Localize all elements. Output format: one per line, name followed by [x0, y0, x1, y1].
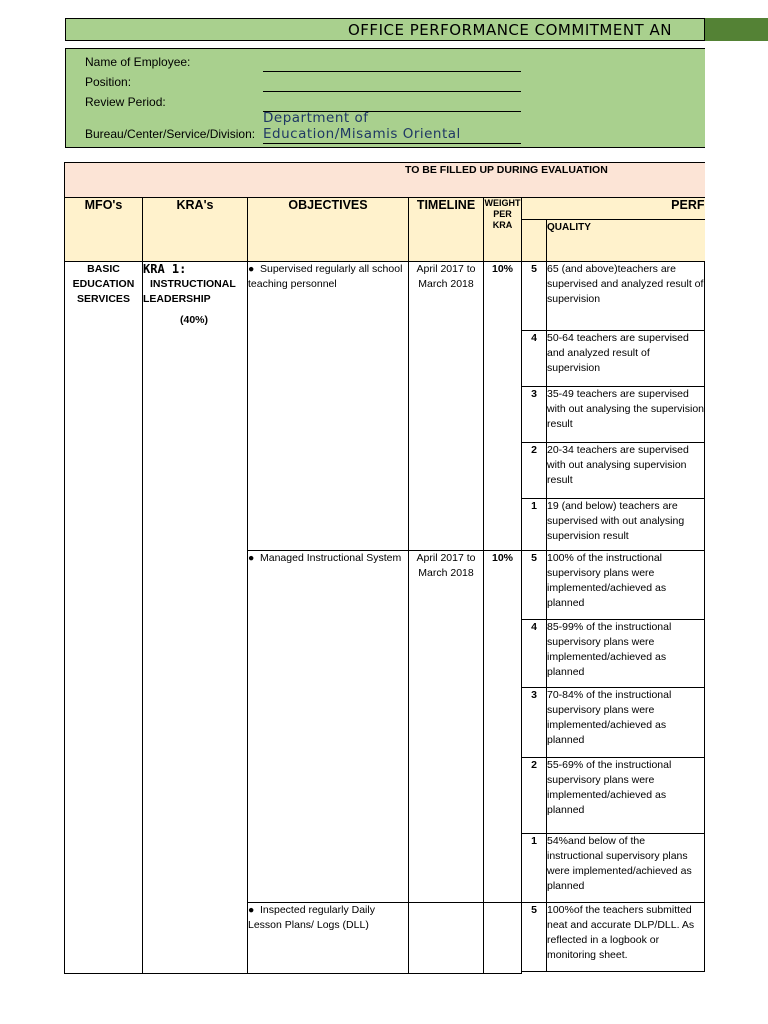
header-timeline: TIMELINE: [409, 198, 484, 262]
header-rating-blank: [522, 220, 547, 262]
timeline-cell: April 2017 to March 2018: [409, 551, 484, 903]
quality-cell: 100% of the instructional supervisory plans were implemented/achieved as planned: [547, 551, 705, 620]
quality-cell: 70-84% of the instructional supervisory plans were implemented/achieved as planned: [547, 688, 705, 758]
rating-score: 5: [522, 903, 547, 972]
quality-cell: 19 (and below) teachers are supervised with out analysing supervision result: [547, 499, 705, 551]
title-tab-accent: [705, 18, 768, 41]
header-objectives: OBJECTIVES: [248, 198, 409, 262]
rating-score: 3: [522, 688, 547, 758]
rating-score: 1: [522, 499, 547, 551]
header-performance: PERF: [522, 198, 705, 220]
header-kra: KRA's: [143, 198, 248, 262]
position-field[interactable]: [263, 91, 521, 92]
quality-cell: 55-69% of the instructional supervisory plans were implemented/achieved as planned: [547, 758, 705, 834]
objective-cell: ● Managed Instructional System: [248, 551, 409, 903]
form-title-bar: [65, 18, 705, 41]
name-of-employee-field[interactable]: [263, 71, 521, 72]
rating-score: 2: [522, 443, 547, 499]
quality-cell: 65 (and above)teachers are supervised and analyzed result of supervision: [547, 262, 705, 331]
quality-cell: 85-99% of the instructional supervisory plans were implemented/achieved as planned: [547, 620, 705, 688]
quality-cell: 54%and below of the instructional supervisory plans were implemented/achieved as planned: [547, 834, 705, 903]
quality-cell: 100%of the teachers submitted neat and accurate DLP/DLL. As reflected in a logbook or monitoring sheet.: [547, 903, 705, 972]
division-field[interactable]: [263, 143, 521, 144]
performance-commitment-table: [64, 162, 705, 974]
weight-cell: [484, 903, 522, 974]
employee-info-box: [65, 48, 705, 148]
review-period-label: Review Period:: [85, 95, 166, 109]
weight-cell: 10%: [484, 551, 522, 903]
rating-score: 4: [522, 620, 547, 688]
evaluation-banner-row: [65, 163, 705, 198]
rating-score: 1: [522, 834, 547, 903]
kra-cell: KRA 1: INSTRUCTIONAL LEADERSHIP (40%): [143, 262, 248, 974]
mfo-cell: BASIC EDUCATION SERVICES: [65, 262, 143, 974]
header-mfo: MFO's: [65, 198, 143, 262]
rating-score: 2: [522, 758, 547, 834]
objective-cell: ● Supervised regularly all school teaching personnel: [248, 262, 409, 551]
quality-cell: 35-49 teachers are supervised with out analysing the supervision result: [547, 387, 705, 443]
quality-cell: 50-64 teachers are supervised and analyzed result of supervision: [547, 331, 705, 387]
rating-score: 5: [522, 551, 547, 620]
timeline-cell: [409, 903, 484, 974]
quality-cell: 20-34 teachers are supervised with out analysing supervision result: [547, 443, 705, 499]
form-title: OFFICE PERFORMANCE COMMITMENT AN: [348, 21, 672, 39]
position-label: Position:: [85, 75, 132, 89]
timeline-cell: April 2017 to March 2018: [409, 262, 484, 551]
header-quality: QUALITY: [547, 220, 705, 262]
rating-score: 4: [522, 331, 547, 387]
header-weight-per-kra: WEIGHT PER KRA: [484, 198, 522, 262]
filled-up-label: TO BE FILLED UP DURING EVALUATION: [405, 164, 608, 176]
bullet-icon: ●: [248, 904, 255, 916]
objective-cell: ● Inspected regularly Daily Lesson Plans/ Logs (DLL): [248, 903, 409, 974]
rating-score: 3: [522, 387, 547, 443]
bullet-icon: ●: [248, 263, 255, 275]
division-label: Bureau/Center/Service/Division:: [85, 127, 256, 141]
rating-score: 5: [522, 262, 547, 331]
division-value: Department of Education/Misamis Oriental: [263, 110, 461, 142]
bullet-icon: ●: [248, 552, 255, 564]
table-row: [65, 262, 705, 331]
header-row-1: [65, 198, 705, 220]
name-of-employee-label: Name of Employee:: [85, 55, 191, 69]
weight-cell: 10%: [484, 262, 522, 551]
